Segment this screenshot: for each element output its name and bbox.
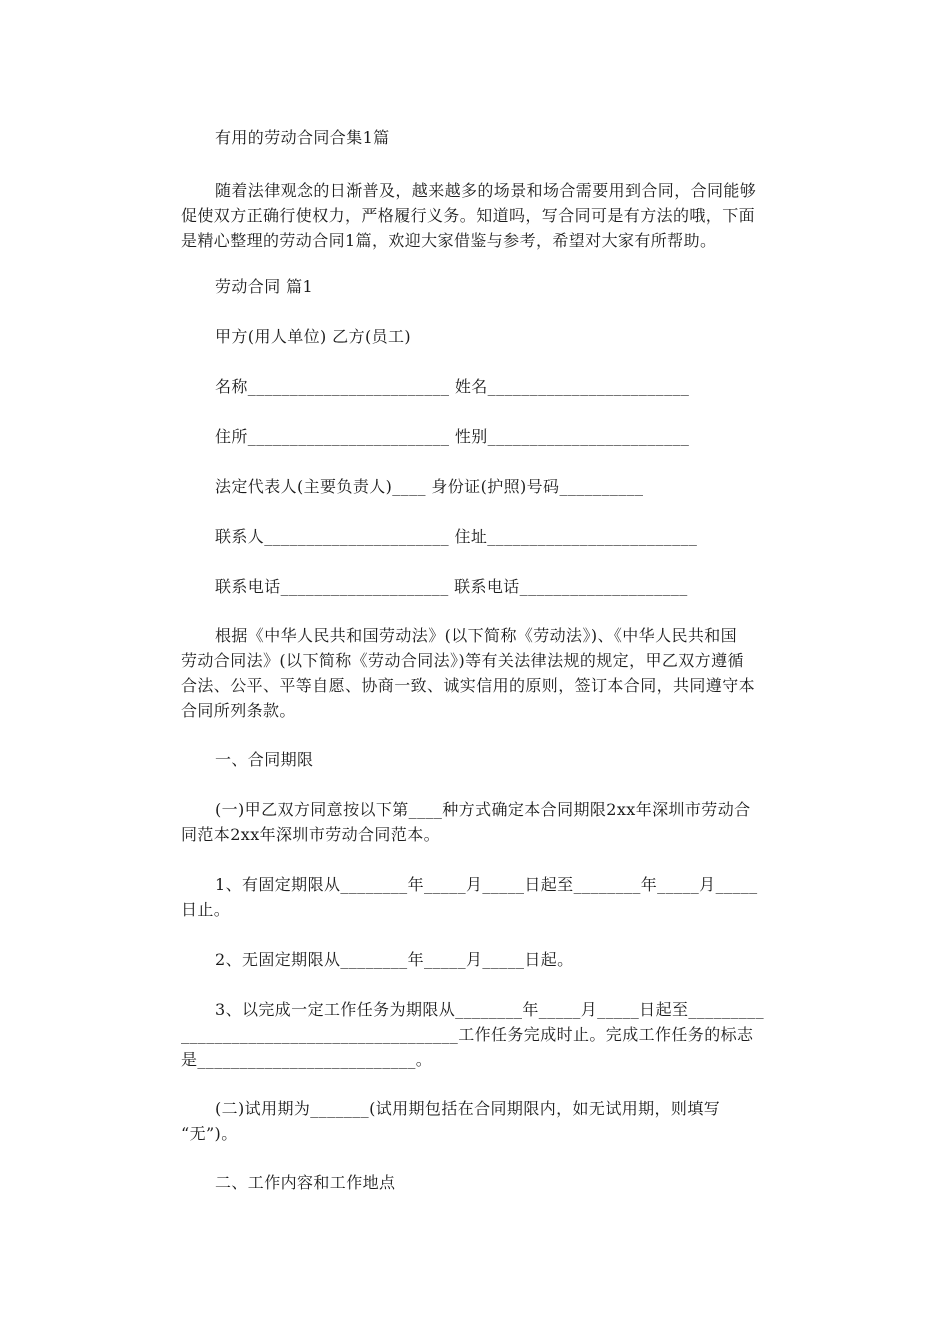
- form-field-row: 联系电话____________________ 联系电话____________________: [215, 577, 688, 596]
- form-field-row: 联系人______________________ 住址_________________________: [215, 527, 698, 546]
- form-field-row: 名称________________________ 姓名________________________: [215, 377, 690, 396]
- intro-line-1: 随着法律观念的日渐普及，越来越多的场景和场合需要用到合同，合同能够: [215, 181, 757, 200]
- clause-line: (一)甲乙双方同意按以下第____种方式确定本合同期限2xx年深圳市劳动合: [215, 800, 751, 819]
- article-heading: 一、合同期限: [215, 750, 314, 769]
- option-line: 日止。: [181, 900, 231, 919]
- basis-line-3: 合法、公平、平等自愿、协商一致、诚实信用的原则，签订本合同，共同遵守本: [181, 676, 756, 695]
- basis-line-1: 根据《中华人民共和国劳动法》(以下简称《劳动法》)、《中华人民共和国: [215, 626, 738, 645]
- intro-line-2: 促使双方正确行使权力，严格履行义务。知道吗，写合同可是有方法的哦，下面: [181, 206, 756, 225]
- clause-line: 同范本2xx年深圳市劳动合同范本。: [181, 825, 441, 844]
- option-line: 3、以完成一定工作任务为期限从________年_____月_____日起至_________: [215, 1000, 764, 1019]
- form-field-row: 法定代表人(主要负责人)____ 身份证(护照)号码__________: [215, 477, 644, 496]
- basis-line-4: 合同所列条款。: [181, 701, 296, 720]
- clause-line: “无”)。: [181, 1124, 238, 1143]
- basis-line-2: 劳动合同法》(以下简称《劳动合同法》)等有关法律法规的规定，甲乙双方遵循: [181, 651, 744, 670]
- section-heading: 劳动合同 篇1: [215, 277, 314, 296]
- parties-header: 甲方(用人单位) 乙方(员工): [215, 327, 412, 346]
- option-line: 2、无固定期限从________年_____月_____日起。: [215, 950, 574, 969]
- option-line: 1、有固定期限从________年_____月_____日起至________年_____月_____: [215, 875, 758, 894]
- article-heading: 二、工作内容和工作地点: [215, 1173, 396, 1192]
- clause-line: (二)试用期为_______(试用期包括在合同期限内，如无试用期，则填写: [215, 1099, 721, 1118]
- option-line: _________________________________工作任务完成时止。完成工作任务的标志: [181, 1025, 754, 1044]
- document-title: 有用的劳动合同合集1篇: [215, 128, 390, 147]
- form-field-row: 住所________________________ 性别________________________: [215, 427, 690, 446]
- intro-line-3: 是精心整理的劳动合同1篇，欢迎大家借鉴与参考，希望对大家有所帮助。: [181, 231, 717, 250]
- option-line: 是__________________________。: [181, 1050, 433, 1069]
